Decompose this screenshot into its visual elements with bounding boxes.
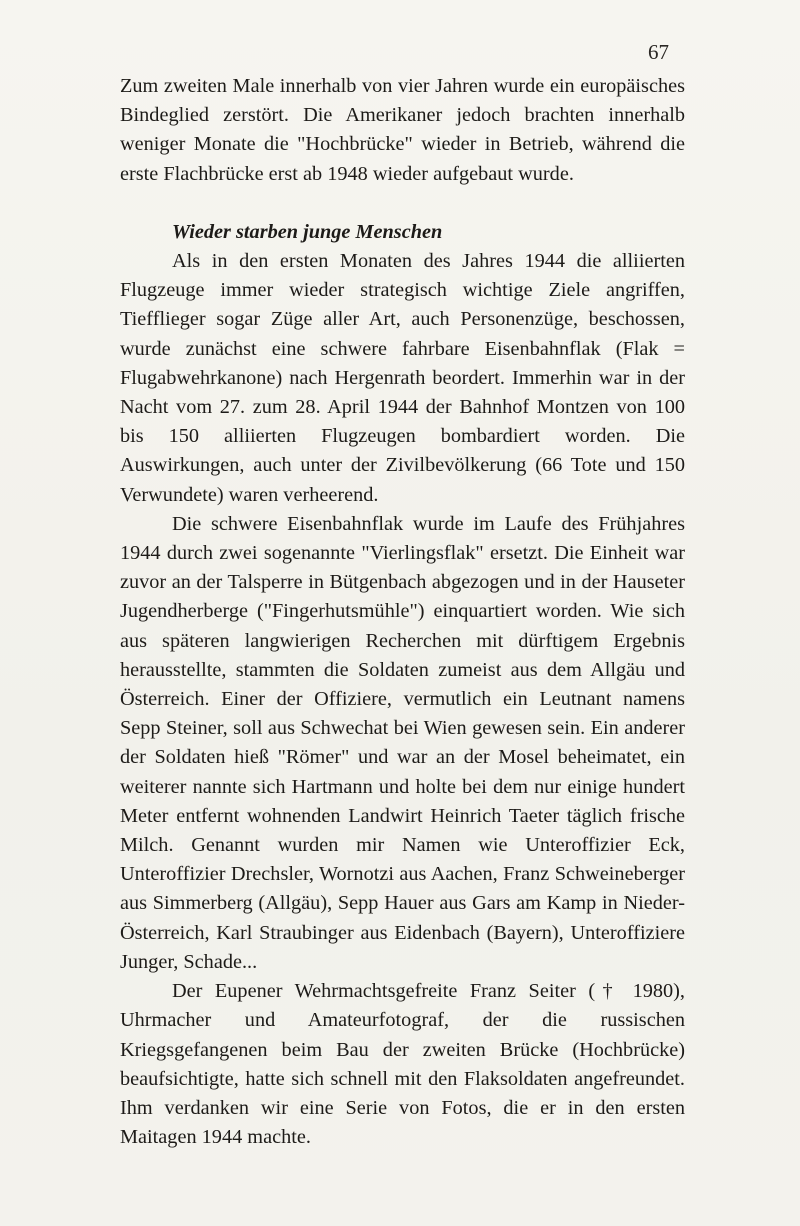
section-heading: Wieder starben junge Menschen bbox=[172, 220, 443, 243]
page-number: 67 bbox=[648, 40, 669, 64]
paragraph-intro: Zum zweiten Male innerhalb von vier Jahren wurde ein europäisches Bindeglied zerstört. Die Amerikaner jedoch brachten innerhalb weniger Monate die "Hochbrücke" wieder in Betrieb, während die erste Flachbrücke erst ab 1948 wieder aufgebaut wurde. bbox=[120, 75, 685, 185]
paragraph-2: Die schwere Eisenbahnflak wurde im Laufe des Frühjahres 1944 durch zwei sogenannte "Vierlingsflak" ersetzt. Die Einheit war zuvor an der Talsperre in Bütgenbach abgezogen und in der Hauseter Jugendherberge ("Fingerhutsmühle") einquartiert worden. Wie sich aus späteren langwierigen Recherchen mit dürftigem Ergebnis herausstellte, stammten die Soldaten zumeist aus dem Allgäu und Österreich. Einer der Offiziere, vermutlich ein Leutnant namens Sepp Steiner, soll aus Schwechat bei Wien gewesen sein. Ein anderer der Soldaten hieß "Römer" und war an der Mosel beheimatet, ein weiterer nannte sich Hartmann und holte bei dem nur einige hundert Meter entfernt wohnenden Landwirt Heinrich Taeter täglich frische Milch. Genannt wurden mir Namen wie Unteroffizier Eck, Unteroffizier Drechsler, Wornotzi aus Aachen, Franz Schweineberger aus Simmerberg (Allgäu), Sepp Hauer aus Gars am Kamp in Nieder-Österreich, Karl Straubinger aus Eidenbach (Bayern), Unteroffiziere Junger, Schade... bbox=[120, 512, 685, 973]
body-text bbox=[120, 72, 685, 1152]
paragraph-3: Der Eupener Wehrmachtsgefreite Franz Seiter († 1980), Uhrmacher und Amateurfotograf, der die russischen Kriegsgefangenen beim Bau der zweiten Brücke (Hochbrücke) beaufsichtigte, hatte sich schnell mit den Flaksoldaten angefreundet. Ihm verdanken wir eine Serie von Fotos, die er in den ersten Maitagen 1944 machte. bbox=[120, 980, 685, 1149]
paragraph-1: Als in den ersten Monaten des Jahres 1944 die alliierten Flugzeuge immer wieder strategisch wichtige Ziele angriffen, Tiefflieger sogar Züge aller Art, auch Personenzüge, beschossen, wurde zunächst eine schwere fahrbare Eisenbahnflak (Flak = Flugabwehrkanone) nach Hergenrath beordert. Immerhin war in der Nacht vom 27. zum 28. April 1944 der Bahnhof Montzen von 100 bis 150 alliierten Flugzeugen bombardiert worden. Die Auswirkungen, auch unter der Zivilbevölkerung (66 Tote und 150 Verwundete) waren verheerend. bbox=[120, 250, 685, 506]
